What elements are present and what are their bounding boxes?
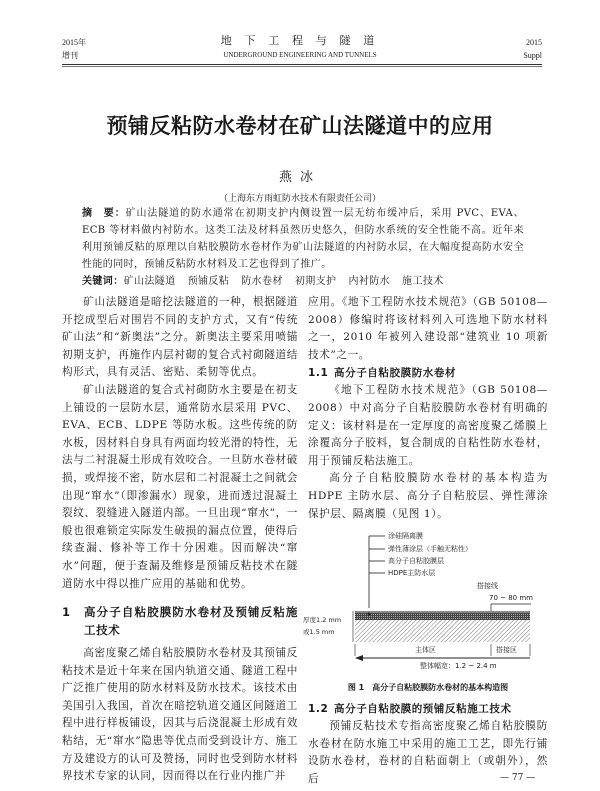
keyword: 防水卷材 xyxy=(241,276,283,287)
section-1-2-heading xyxy=(308,700,548,718)
section-title: 高分子自粘胶膜防水卷材 xyxy=(334,367,457,380)
header-year-suppl xyxy=(523,36,542,62)
total-width-label: 整体幅宽：1.2 ~ 2.4 m xyxy=(420,662,497,670)
thickness-label: 厚度1.2 mm xyxy=(303,616,342,624)
figure-number: 图 1 xyxy=(347,683,365,692)
overlap-zone-label: 搭接区 xyxy=(496,646,517,654)
header-year-right: 2015 xyxy=(526,38,542,47)
hdpe-layer xyxy=(355,620,530,642)
thickness-label: 或1.5 mm xyxy=(303,628,335,636)
adhesive-layer xyxy=(355,613,530,620)
article-title: 预铺反粘防水卷材在矿山法隧道中的应用 xyxy=(106,114,494,138)
paragraph: 高分子自粘胶膜防水卷材的基本构造为 HDPE 主防水层、高分子自粘胶层、弹性薄涂保护层、隔离膜（见图 1）。 xyxy=(308,472,548,520)
layer-label: 涂硅隔离膜 xyxy=(388,532,423,540)
header-rule xyxy=(62,64,542,65)
journal-name xyxy=(0,33,600,62)
abstract-text: 矿山法隧道的防水通常在初期支护内侧设置一层无纺布缓冲后，采用 PVC、EVA、ECB 等材料做内衬防水。这类工法及材料虽然历史悠久，但防水系统的安全性能不高。近年来利用预铺反粘的原理以自粘胶膜防水卷材作为矿山法隧道的内衬防水层，在大幅度提高防水安全性能的同时，预铺反粘防水材料及工艺也得到了推广。 xyxy=(82,208,524,270)
keyword: 施工技术 xyxy=(402,276,444,287)
figure-caption xyxy=(308,682,548,693)
header-rule-thin xyxy=(62,66,542,67)
abstract-label: 摘 要： xyxy=(82,208,126,219)
paragraph: 应用。《地下工程防水技术规范》（GB 50108—2008）修编时将该材料列入可选地下防水材料之一，2010 年被列入建设部“建筑业 10 项新技术”之一。 xyxy=(308,296,548,361)
section-number: 1.2 xyxy=(308,703,329,715)
paragraph: 矿山法隧道是暗挖法隧道的一种，根据隧道开挖成型后对围岩不同的支护方式，又有“传统矿山法”和“新奥法”之分。新奥法主要采用喷锚初期支护，再施作内层衬砌的复合式衬砌隧道结构形式，具有灵活、密贴、柔韧等优点。 xyxy=(62,296,298,379)
overlap-line-label: 搭接线 xyxy=(477,582,498,590)
abstract xyxy=(82,205,524,290)
overlap-width-label: 70 ~ 80 mm xyxy=(489,594,533,602)
release-film-layer xyxy=(355,611,530,613)
layer-label: 弹性薄涂层（手触无粘性） xyxy=(388,545,472,553)
journal-name-cn: 地 下 工 程 与 隧 道 xyxy=(220,35,380,47)
journal-name-en: UNDERGROUND ENGINEERING AND TUNNELS xyxy=(223,51,377,59)
layer-label: 高分子自粘胶膜层 xyxy=(388,557,444,565)
keyword: 初期支护 xyxy=(294,276,337,287)
page-number: — 77 — xyxy=(500,773,536,783)
keyword: 预铺反粘 xyxy=(187,276,230,287)
right-column xyxy=(308,294,548,523)
keyword: 内衬防水 xyxy=(348,276,391,287)
keywords-label: 关键词： xyxy=(82,276,124,287)
section-title: 高分子自粘胶膜的预铺反粘施工技术 xyxy=(334,703,512,715)
figure-1-diagram xyxy=(300,528,540,668)
keyword: 矿山法隧道 xyxy=(123,276,176,287)
paragraph: 矿山法隧道的复合式衬砌防水主要是在初支上铺设的一层防水层，通常防水层采用 PVC、EVA、ECB、LDPE 等防水板。这些传统的防水板，因材料自身具有两面均较光滑的特性，无法与二衬混凝土形成有效咬合。一旦防水卷材破损，或焊接不密，防水层和二衬混凝土之间就会出现“窜水”（即渗漏水）现象，进而透过混凝土裂纹、裂缝进入隧道内部。一旦出现“窜水”，一般也很难锁定实际发生破损的漏点位置，使得后续查漏、修补等工作十分困难。因而解决“窜水”问题，便于查漏及维修是预铺反粘技术在隧道防水中得以推广应用的基础和优势。 xyxy=(62,383,298,590)
header-year: 2015年 xyxy=(62,38,86,47)
main-zone-label: 主体区 xyxy=(415,646,436,654)
paragraph: 预铺反粘技术专指高密度聚乙烯自粘胶膜防水卷材在防水施工中采用的施工工艺，即先行铺设防水卷材，卷材的自粘面朝上（或朝外），然后 xyxy=(308,720,548,785)
paragraph: 高密度聚乙烯自粘胶膜防水卷材及其预铺反粘技术是近十年来在国内轨道交通、隧道工程中广泛推广使用的防水材料及防水技术。该技术由美国引入我国，首次在暗挖轨道交通区间隧道工程中进行样板铺设，因其与后浇混凝土形成有效粘结，无“窜水”隐患等优点而受到设计方、施工方及建设方的认可及赞扬，同时也受到防水材料界技术专家的认同，因而得以在行业内推广并 xyxy=(62,647,298,783)
author: 燕冰 xyxy=(278,170,321,185)
section-1-heading xyxy=(62,603,298,639)
figure-caption-text: 高分子自粘胶膜防水卷材的基本构造图 xyxy=(372,683,509,692)
header-suppl: Suppl xyxy=(523,51,542,60)
section-1-1-heading xyxy=(308,364,548,382)
keywords xyxy=(82,273,524,290)
affiliation: （上海东方雨虹防水技术有限责任公司） xyxy=(218,194,381,204)
left-column xyxy=(62,294,298,786)
section-title: 高分子自粘胶膜防水卷材及预铺反粘施工技术 xyxy=(84,605,298,638)
layer-label: HDPE主防水层 xyxy=(388,569,436,577)
paragraph: 《地下工程防水技术规范》（GB 50108—2008）中对高分子自粘胶膜防水卷材有明确的定义：该材料是在一定厚度的高密度聚乙烯膜上涂覆高分子胶料，复合制成的自粘性防水卷材，用于预铺反粘法施工。 xyxy=(308,384,548,467)
header-issue: 增刊 xyxy=(62,51,78,60)
section-number: 1 xyxy=(62,605,71,620)
section-number: 1.1 xyxy=(308,367,329,380)
